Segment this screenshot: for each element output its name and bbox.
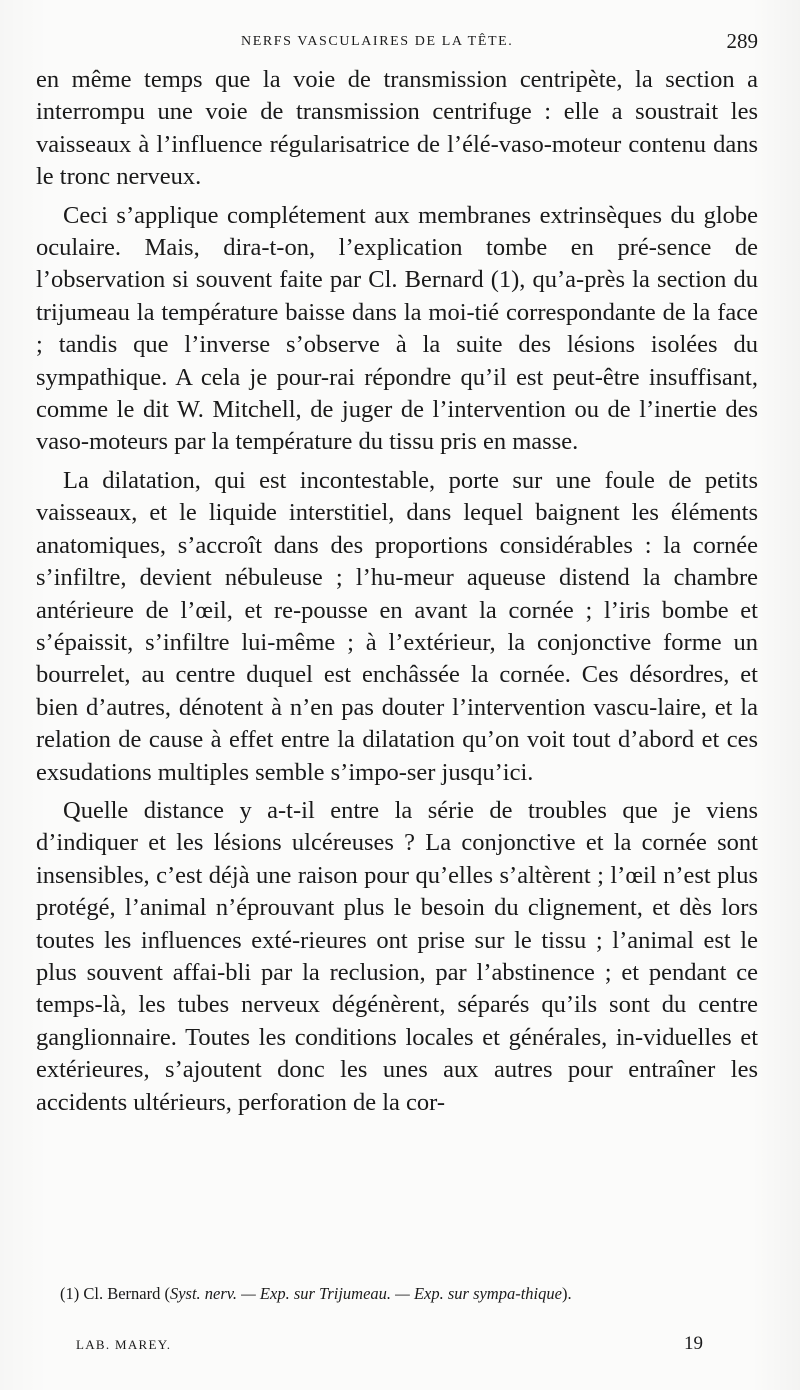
paragraph-1: en même temps que la voie de transmission centripète, la section a interrompu une voie de transmission centrifuge : elle a soustrait les vaisseaux à l’influence régularisatrice de l’élé-vaso-moteur contenu dans le tronc nerveux. [36, 66, 758, 191]
footnote [40, 1282, 758, 1306]
footnote-citation: Syst. nerv. — Exp. sur Trijumeau. — Exp. sur sympa-thique [169, 1284, 562, 1303]
main-text [36, 64, 758, 1119]
sheet-number: 19 [684, 1333, 703, 1354]
paragraph-4: Quelle distance y a-t-il entre la série de troubles que je viens d’indiquer et les lésions ulcéreuses ? La conjonctive et la cornée sont insensibles, c’est déjà une raison pour qu’elles s’altèrent ; l’œil n’est plus protégé, l’animal n’éprouvant plus le besoin du clignement, et dès lors toutes les influences exté-rieures ont prise sur le tissu ; l’animal est le plus souvent affai-bli par la reclusion, par l’abstinence ; et pendant ce temps-là, les tubes nerveux dégénèrent, séparés qu’ils sont du centre ganglionnaire. Toutes les conditions locales et générales, in-viduelles et extérieures, s’ajoutent donc les unes aux autres pour entraîner les accidents ultérieurs, perforation de la cor- [36, 796, 758, 1116]
footnote-closing: ). [561, 1284, 572, 1303]
page-footer [76, 1333, 703, 1359]
footnote-text [40, 1282, 758, 1306]
page-number: 289 [726, 29, 758, 53]
paragraph-3: La dilatation, qui est incontestable, porte sur une foule de petits vaisseaux, et le liquide interstitiel, dans lequel baignent les éléments anatomiques, s’accroît dans des proportions considérables : la cornée s’infiltre, devient nébuleuse ; l’hu-meur aqueuse distend la chambre antérieure de l’œil, et re-pousse en avant la cornée ; l’iris bombe et s’épaissit, s’infiltre lui-même ; à l’extérieur, la conjonctive forme un bourrelet, au centre duquel est enchâssée la cornée. Ces désordres, et bien d’autres, dénotent à n’en pas douter l’intervention vascu-laire, et la relation de cause à effet entre la dilatation qu’on voit tout d’abord et ces exsudations multiples semble s’impo-ser jusqu’ici. [36, 466, 758, 786]
page-header [36, 29, 758, 58]
running-head: NERFS VASCULAIRES DE LA TÊTE. [241, 34, 514, 49]
printer-signature: LAB. MAREY. [76, 1337, 172, 1352]
footnote-marker: (1) Cl. Bernard ( [60, 1284, 170, 1303]
paragraph-2: Ceci s’applique complétement aux membranes extrinsèques du globe oculaire. Mais, dira-t-on, l’explication tombe en pré-sence de l’observation si souvent faite par Cl. Bernard (1), qu’a-près la section du trijumeau la température baisse dans la moi-tié correspondante de la face ; tandis que l’inverse s’observe à la suite des lésions isolées du sympathique. A cela je pour-rai répondre qu’il est peut-être insuffisant, comme le dit W. Mitchell, de juger de l’intervention ou de l’inertie des vaso-moteurs par la température du tissu pris en masse. [36, 201, 758, 456]
